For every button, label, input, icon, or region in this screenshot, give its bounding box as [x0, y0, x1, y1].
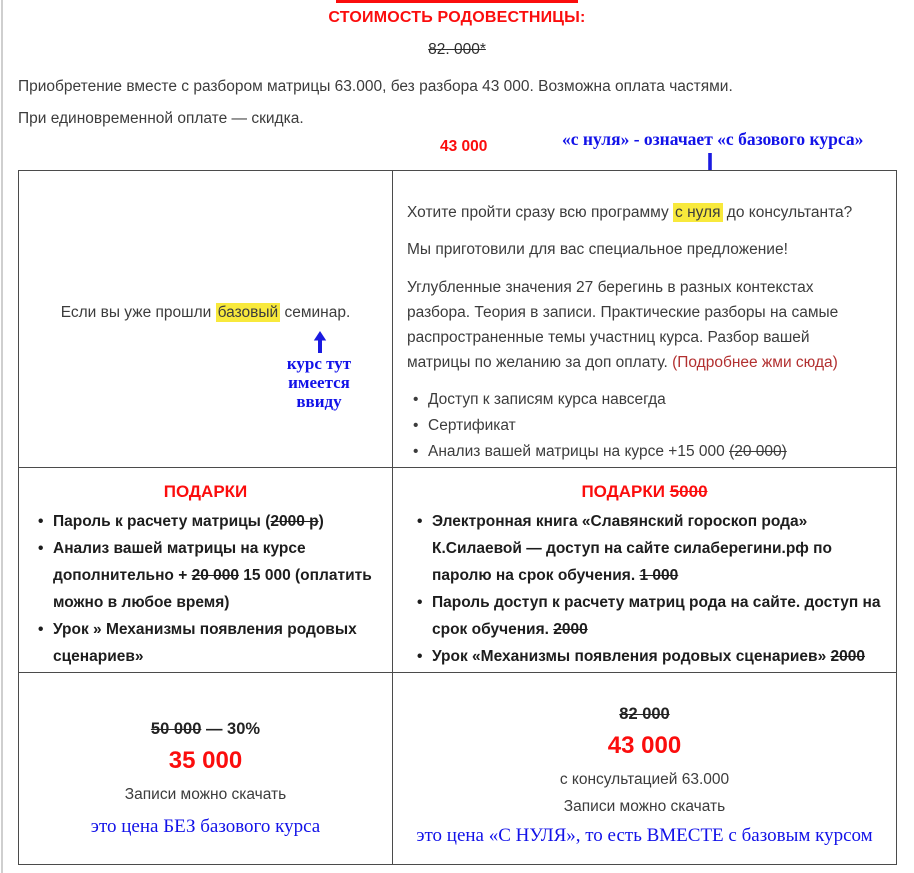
sentence-before: Если вы уже прошли: [60, 304, 216, 321]
offer-question: [407, 201, 872, 225]
intro-paragraph: Приобретение вместе с разбором матрицы 63.000, без разбора 43 000. Возможна оплата частями.: [18, 78, 733, 95]
gift-analysis-new-price: 15 000 (оплатить можно в любое время): [53, 567, 372, 611]
gifts-heading-old-price: 5000: [669, 482, 708, 501]
discount-paragraph: При единовременной оплате — скидка.: [18, 110, 304, 127]
top-price-43000: 43 000: [440, 138, 488, 155]
final-price-right: 43 000: [607, 732, 682, 759]
gift-access-old-price: 2000: [553, 621, 588, 638]
gifts-heading-left: ПОДАРКИ: [163, 482, 248, 501]
sentence-after: семинар.: [280, 304, 351, 321]
old-price-line-right: [393, 705, 896, 724]
note-line-2: имеется: [288, 373, 350, 392]
gifts-list-left: [19, 508, 392, 670]
cell-row1-right: [393, 171, 896, 468]
gifts-heading-text: ПОДАРКИ: [581, 482, 670, 501]
special-offer-line: Мы приготовили для вас специальное предложение!: [407, 241, 788, 258]
list-item: [407, 439, 872, 465]
description-text: Углубленные значения 27 берегинь в разных контекстах разбора. Теория в записи. Практические разборы на самые распространенные темы участниц курса. Разбор вашей матрицы по желанию за доп оплату.: [407, 279, 839, 371]
note-line-3: ввиду: [296, 392, 342, 411]
cell-row3-right: [393, 673, 896, 864]
old-price-line-left: [19, 720, 392, 739]
gift-analysis-old-price: 20 000: [191, 567, 239, 584]
gift-password-old-price: 2000 р: [270, 513, 319, 530]
note-line-1: курс тут: [286, 354, 352, 373]
list-item: • Доступ к записям курса навсегда: [407, 387, 872, 413]
list-item: [32, 508, 388, 535]
consultation-price-note: с консультацией 63.000: [559, 771, 730, 788]
page-title: СТОИМОСТЬ РОДОВЕСТНИЦЫ:: [328, 9, 586, 26]
list-item: [32, 535, 388, 616]
blue-price-note-right: это цена «С НУЛЯ», то есть ВМЕСТЕ с базовым курсом: [416, 825, 873, 846]
cell-row3-left: [19, 673, 393, 864]
page-left-border: [1, 0, 3, 873]
discount-percent: — 30%: [201, 720, 261, 738]
gift-lesson-old-price: 2000: [830, 648, 865, 665]
gift-password-close: ): [318, 513, 324, 530]
old-price-right: 82 000: [619, 705, 670, 723]
gift-access-text: Пароль доступ к расчету матриц рода на сайте. доступ на срок обучения.: [432, 594, 881, 638]
cell-row1-left: [19, 171, 393, 468]
gift-ebook-old-price: 1 000: [639, 567, 679, 584]
cropped-text-remnant: [336, 0, 578, 3]
cell-row2-left: [19, 468, 393, 673]
offer-description: [407, 275, 872, 375]
gifts-heading-right: [393, 482, 896, 502]
already-passed-sentence: [19, 304, 392, 322]
gift-password-text: Пароль к расчету матрицы (: [53, 513, 271, 530]
old-price-left: 50 000: [150, 720, 202, 738]
blue-annotation-top: «с нуля» - означает «с базового курса»: [562, 129, 864, 149]
benefit-analysis-text: Анализ вашей матрицы на курсе +15 000: [428, 443, 730, 460]
blue-price-note-left: это цена БЕЗ базового курса: [90, 816, 321, 837]
list-item: • Сертификат: [407, 413, 872, 439]
list-item: • Урок » Механизмы появления родовых сценариев»: [32, 616, 388, 670]
offer-benefits-list: [407, 387, 872, 465]
gift-analysis-text: Анализ вашей матрицы на курсе дополнительно +: [53, 540, 306, 584]
gift-ebook-text: Электронная книга «Славянский гороскоп рода» К.Силаевой — доступ на сайте силаберегини.рф по паролю на срок обучения.: [432, 513, 833, 584]
list-item: [411, 589, 884, 643]
crossed-out-price-value: 82. 000*: [428, 41, 486, 58]
old-analysis-price: (20 000): [729, 443, 787, 460]
download-note-right: Записи можно скачать: [563, 798, 726, 815]
price-table: [18, 170, 897, 865]
blue-annotation-course-meant: [259, 354, 379, 411]
highlight-s-nulya: с нуля: [675, 204, 721, 221]
gift-lesson-text: Урок «Механизмы появления родовых сценариев»: [432, 648, 831, 665]
gifts-list-right: [393, 508, 896, 670]
cell-row2-right: [393, 468, 896, 673]
list-item: [411, 508, 884, 589]
question-before: Хотите пройти сразу всю программу: [407, 204, 674, 221]
final-price-left: 35 000: [168, 747, 243, 774]
highlight-bazovyi: базовый: [217, 304, 279, 321]
download-note-left: Записи можно скачать: [124, 786, 287, 803]
details-link[interactable]: (Подробнее жми сюда): [672, 354, 838, 371]
arrow-up-icon: [313, 331, 327, 354]
question-after: до консультанта?: [722, 204, 853, 221]
crossed-out-price-header: [0, 41, 914, 59]
list-item: [411, 643, 884, 670]
